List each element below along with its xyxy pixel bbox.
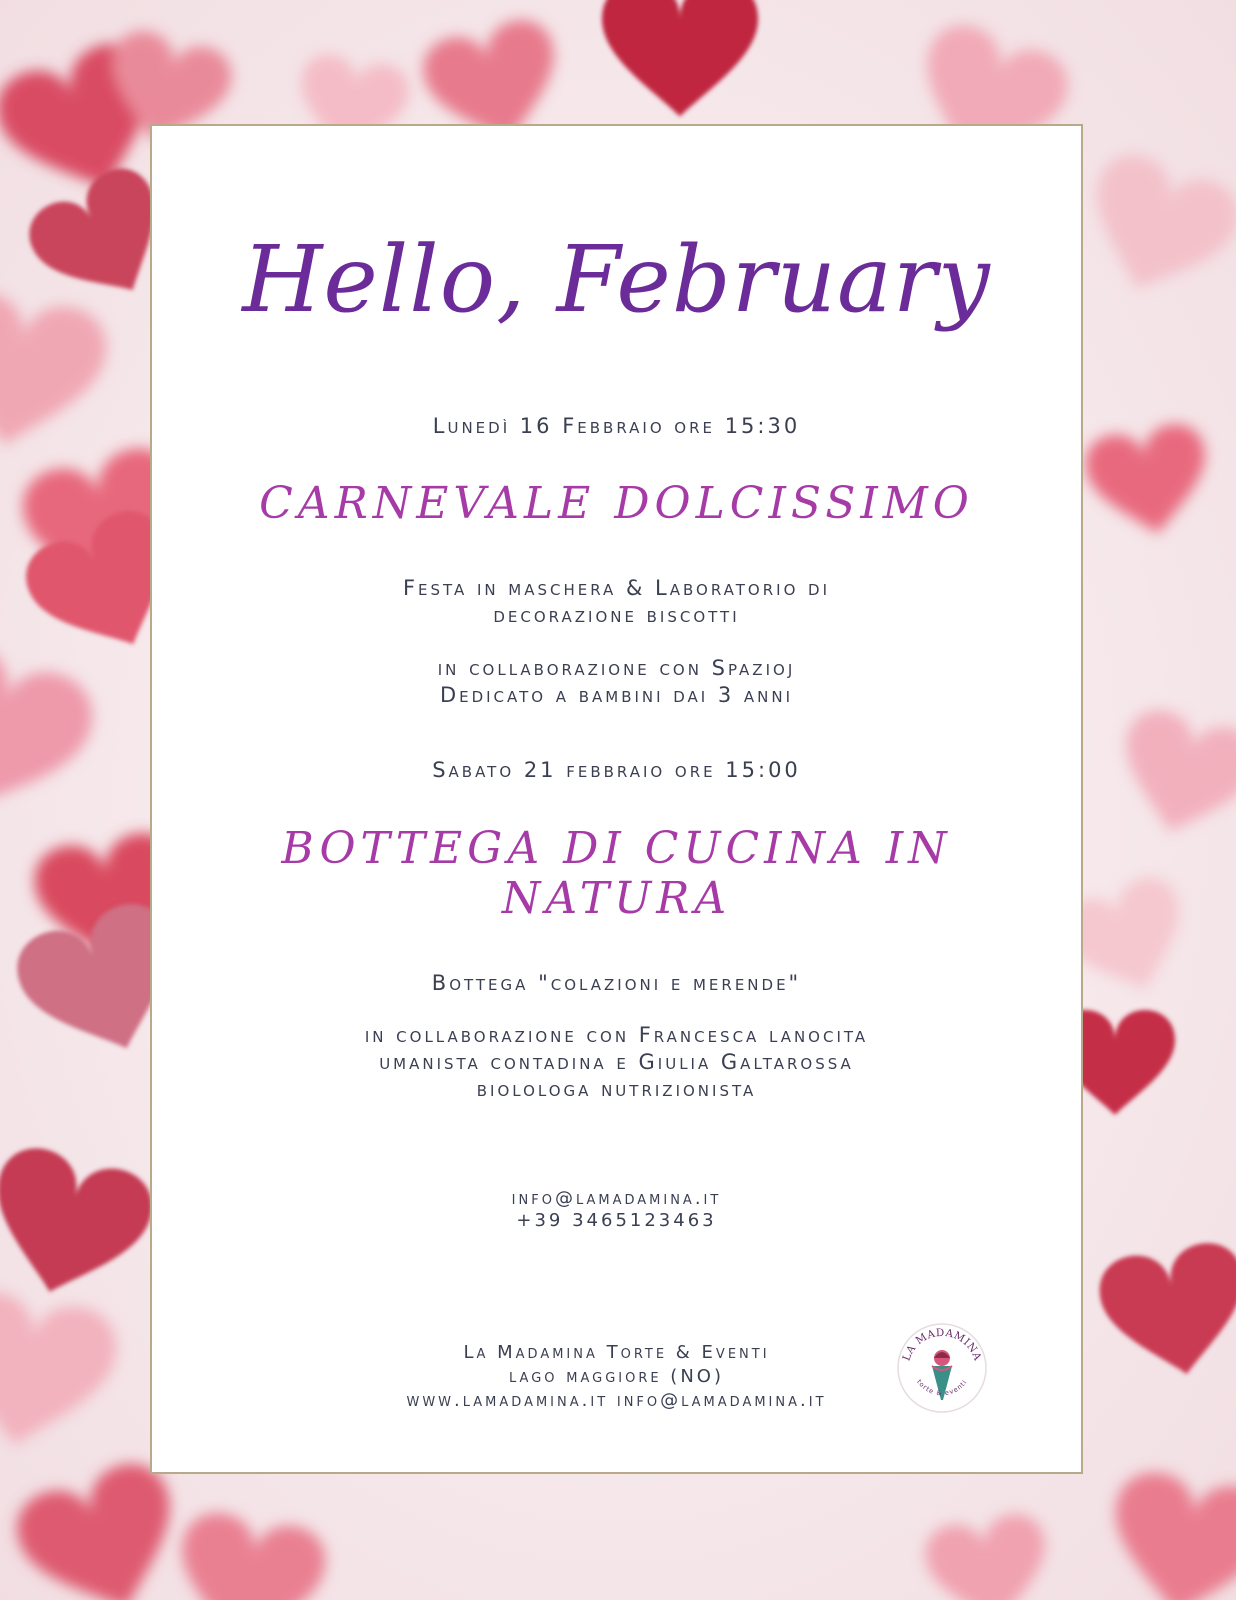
- footer-line2: lago maggiore (NO): [509, 1366, 724, 1387]
- event2-collab-line1: in collaborazione con Francesca lanocita: [364, 1023, 869, 1047]
- event2-desc: Bottega "colazioni e merende": [431, 971, 802, 995]
- contact-phone[interactable]: +39 3465123463: [516, 1210, 717, 1231]
- footer-line3[interactable]: www.lamadamina.it info@lamadamina.it: [406, 1390, 827, 1411]
- logo-name: LA MADAMINA: [900, 1326, 984, 1363]
- event-card: [150, 124, 1083, 1474]
- heading: Hello, February: [242, 226, 991, 333]
- event1-collab-line2: Dedicato a bambini dai 3 anni: [439, 683, 794, 707]
- event1-date: Lunedì 16 Febbraio ore 15:30: [432, 414, 801, 438]
- logo-tagline: torte & eventi: [915, 1378, 969, 1398]
- contact-email[interactable]: info@lamadamina.it: [511, 1188, 722, 1209]
- event1-desc-line2: decorazione biscotti: [493, 603, 740, 627]
- event2-title-line1: BOTTEGA DI CUCINA IN: [281, 823, 952, 874]
- event2-collab-line2: umanista contadina e Giulia Galtarossa: [379, 1050, 854, 1074]
- la-madamina-logo: [894, 1320, 990, 1416]
- event1-title: CARNEVALE DOLCISSIMO: [259, 478, 974, 529]
- event2-date: Sabato 21 febbraio ore 15:00: [432, 758, 801, 782]
- event1-collab-line1: in collaborazione con Spazioj: [437, 656, 796, 680]
- event1-desc-line1: Festa in maschera & Laboratorio di: [402, 576, 831, 600]
- event2-title-line2: NATURA: [501, 873, 732, 924]
- event2-collab-line3: biolologa nutrizionista: [476, 1077, 757, 1101]
- footer-line1: La Madamina Torte & Eventi: [463, 1342, 770, 1363]
